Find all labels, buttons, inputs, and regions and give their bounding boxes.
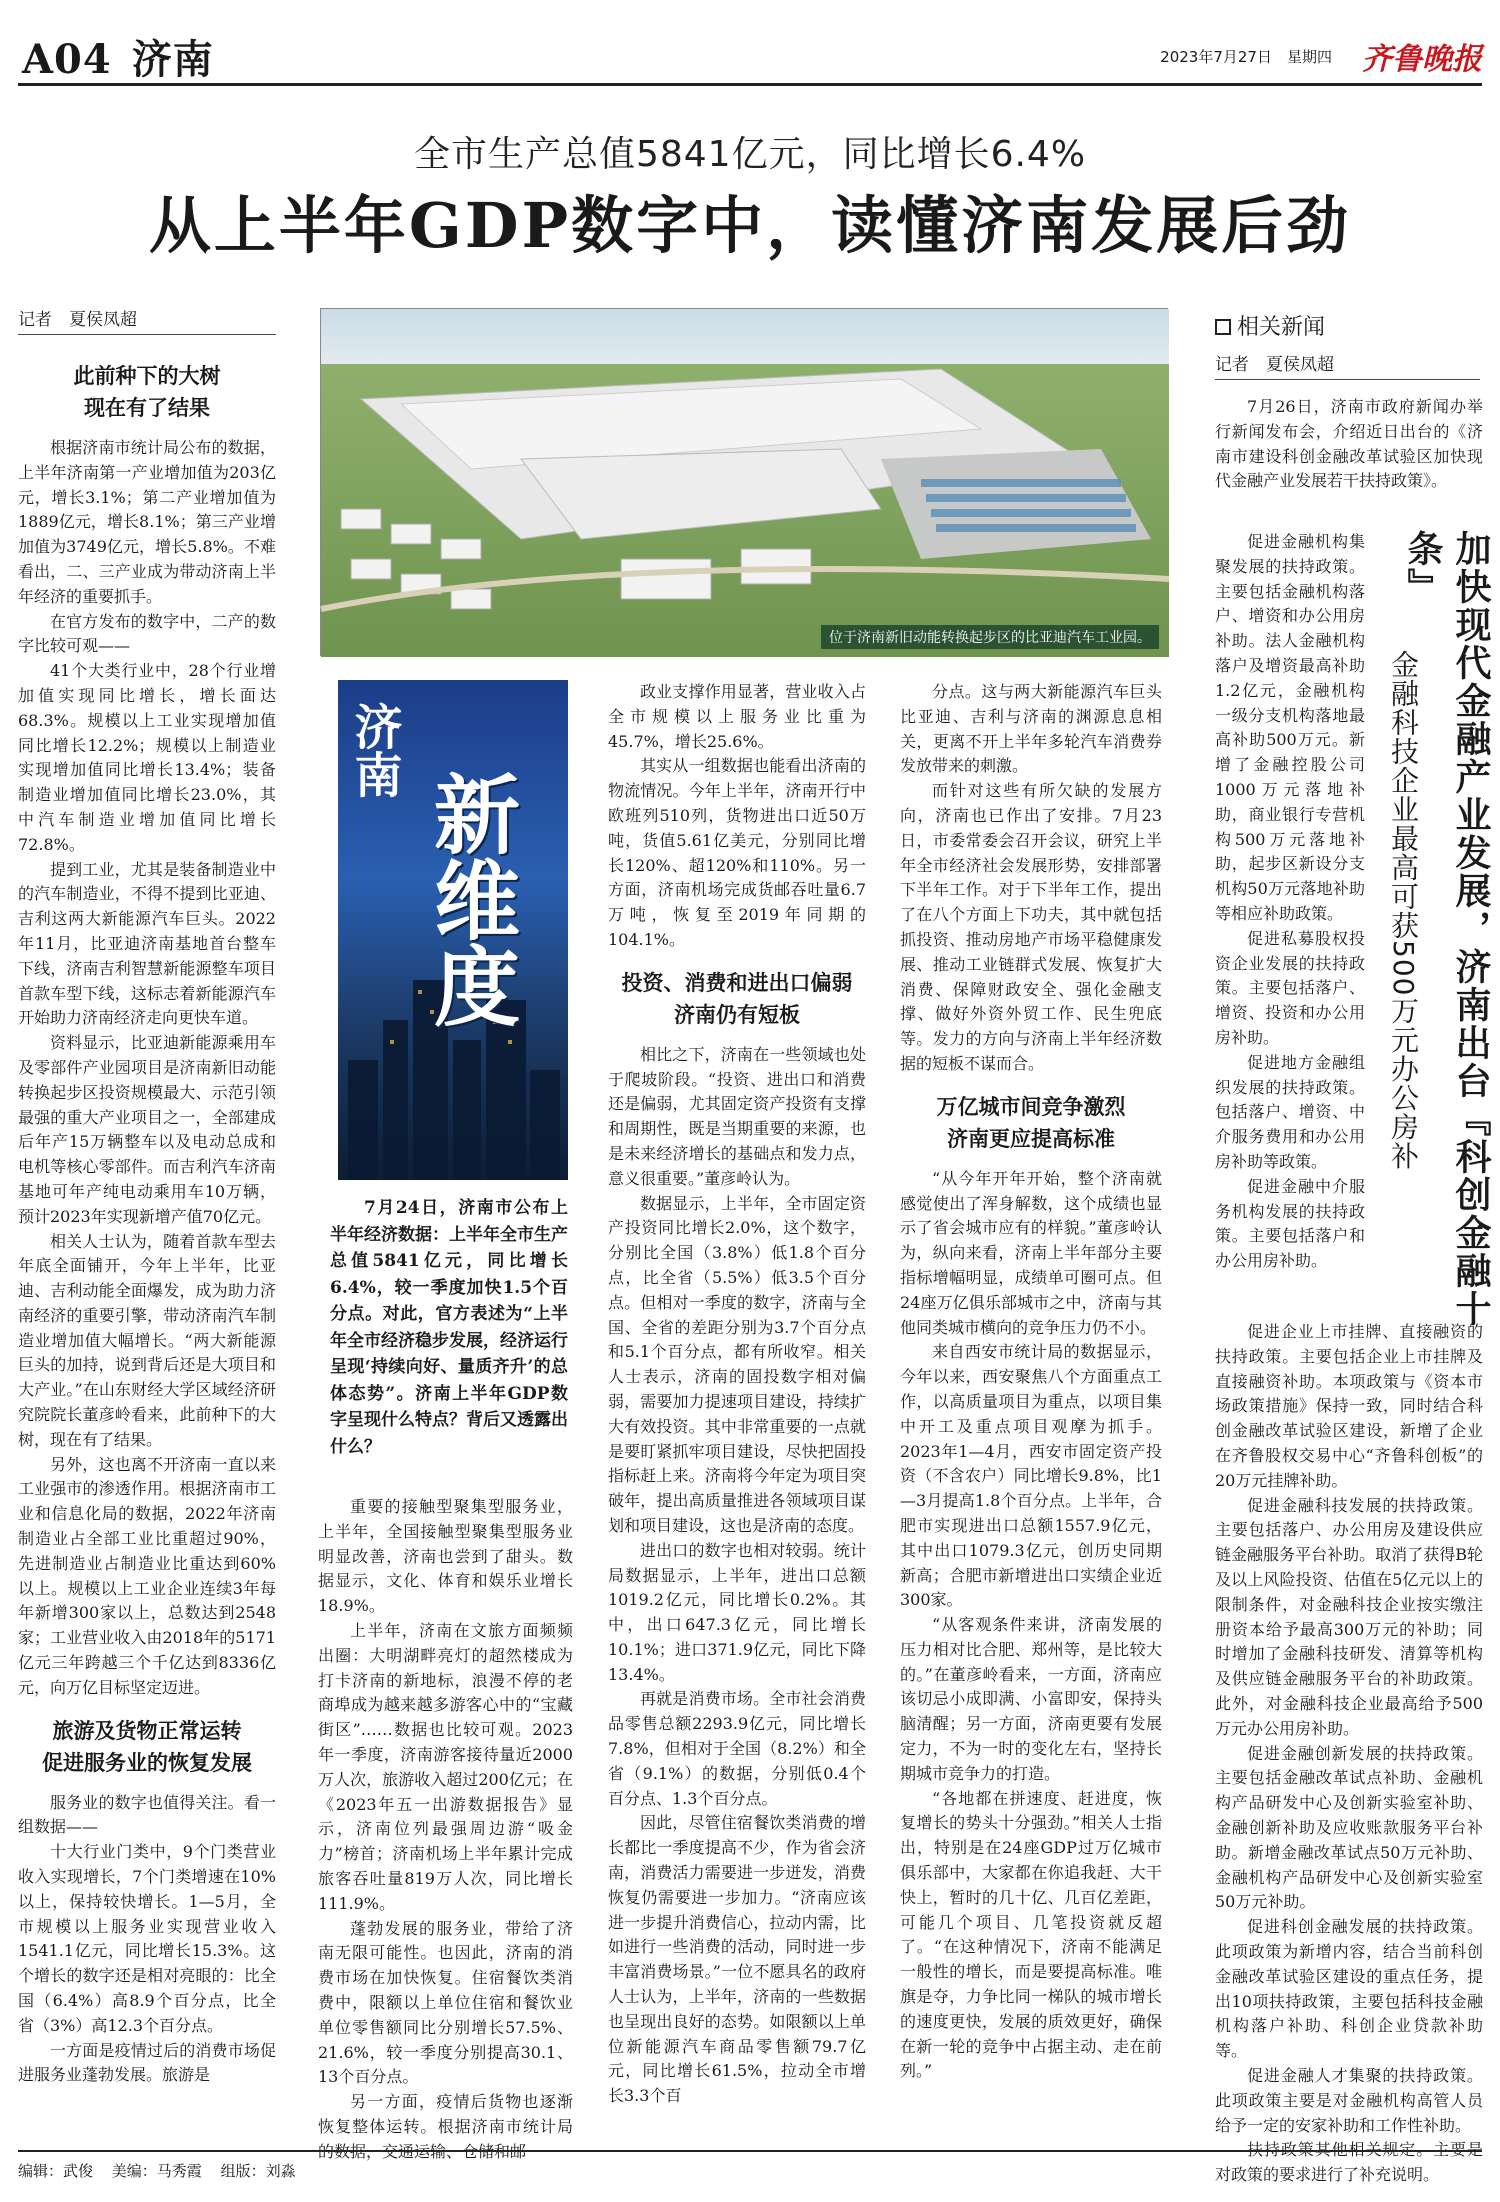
- paragraph: “各地都在拼速度、赶进度，恢复增长的势头十分强劲。”相关人士指出，特别是在24座GDP过万亿城市俱乐部中，大家都在你追我赶、大干快上，暂时的几十亿、几百亿差距，可能几个项目、几笔投资就反超了。“在这种情况下，济南不能满足一般性的增长，而是要提高标准。唯旗是夺，力争比同一梯队的城市增长的速度更快，发展的质效更好，确保在新一轮的竞争中占据主动、走在前列。”: [900, 1788, 1162, 2081]
- subhead: 投资、消费和进出口偏弱 济南仍有短板: [621, 969, 853, 1027]
- column-4: [900, 680, 1162, 2135]
- sidebar-byline: 记者 夏侯凤超: [1215, 350, 1480, 380]
- paragraph: 7月26日，济南市政府新闻办举行新闻发布会，介绍近日出台的《济南市建设科创金融改革试验区加快现代金融产业发展若干扶持政策》。: [1215, 397, 1483, 491]
- paragraph: 蓬勃发展的服务业，带给了济南无限可能性。也因此，济南的消费市场在加快恢复。住宿餐饮类消费中，限额以上单位住宿和餐饮业单位零售额同比分别增长57.5%、21.6%，较一季度分别提高30.1、13个百分点。: [318, 1918, 573, 2087]
- byline: 记者 夏侯凤超: [18, 305, 276, 335]
- column-1: [18, 360, 276, 2130]
- page-header: [18, 20, 1482, 86]
- related-news-label: 相关新闻: [1215, 310, 1325, 341]
- art-credit: 美编：马秀霞: [111, 2162, 202, 2180]
- paragraph: 十大行业门类中，9个门类营业收入实现增长，7个门类增速在10%以上，保持较快增长。1—5月，全市规模以上服务业实现营业收入1541.1亿元，同比增长15.3%。这个增长的数字还是相对亮眼的：比全国（6.4%）高8.9个百分点，比全省（3%）高12.3个百分点。: [18, 1842, 276, 2035]
- paragraph: 促进科创金融发展的扶持政策。此项政策为新增内容，结合当前科创金融改革试验区建设的重点任务，提出10项扶持政策，主要包括科技金融机构落户补助、科创企业贷款补助等。: [1215, 1917, 1483, 2061]
- paragraph: 来自西安市统计局的数据显示，今年以来，西安聚焦八个方面重点工作，以高质量项目为重点，以项目集中开工及重点项目观摩为抓手。2023年1—4月，西安市固定资产投资（不含农户）同比增长9.8%，比1—3月提高1.8个百分点。上半年，合肥市实现进出口总额1557.9亿元，其中出口1079.3亿元，创历史同期新高；合肥市新增进出口实绩企业近300家。: [900, 1342, 1162, 1610]
- paragraph: 重要的接触型聚集型服务业，上半年，全国接触型聚集型服务业明显改善，济南也尝到了甜头。数据显示，文化、体育和娱乐业增长18.9%。: [318, 1497, 573, 1616]
- paragraph: 服务业的数字也值得关注。看一组数据——: [18, 1792, 276, 1837]
- paragraph: “从今年开年开始，整个济南就感觉使出了浑身解数，这个成绩也显示了省会城市应有的样貌。”董彦岭认为，纵向来看，济南上半年部分主要指标增幅明显，成绩单可圈可点。但24座万亿俱乐部城市之中，济南与其他同类城市横向的竞争压力仍不小。: [900, 1168, 1162, 1337]
- sidebar-intro: [1215, 395, 1483, 530]
- photo-caption: 位于济南新旧动能转换起步区的比亚迪汽车工业园。: [821, 625, 1159, 649]
- paragraph: 一方面是疫情过后的消费市场促进服务业蓬勃发展。旅游是: [18, 2040, 276, 2085]
- paragraph: 促进地方金融组织发展的扶持政策。包括落户、增资、中介服务费用和办公用房补助等政策。: [1215, 1052, 1365, 1171]
- paragraph: 再就是消费市场。全市社会消费品零售总额2293.9亿元，同比增长7.8%，但相对于全国（8.2%）和全省（9.1%）的数据，分别低0.4个百分点、1.3个百分点。: [608, 1689, 866, 1808]
- article-lead: 7月24日，济南市公布上半年经济数据：上半年全市生产总值5841亿元，同比增长6.4%，较一季度加快1.5个百分点。对此，官方表述为“上半年全市经济稳步发展，经济运行呈现‘持续向好、量质齐升’的总体态势”。济南上半年GDP数字呈现什么特点？背后又透露出什么？: [330, 1198, 568, 1457]
- paragraph: 在官方发布的数字中，二产的数字比较可观——: [18, 611, 276, 656]
- column-3: [608, 680, 866, 2135]
- layout-credit: 组版：刘淼: [220, 2162, 296, 2180]
- column-2: [318, 1495, 573, 2161]
- paragraph: 促进企业上市挂牌、直接融资的扶持政策。主要包括企业上市挂牌及直接融资补助。本项政策与《资本市场政策措施》保持一致，同时结合科创金融改革试验区建设，新增了企业在齐鲁股权交易中心“齐鲁科创板”的20万元挂牌补助。: [1215, 1322, 1483, 1490]
- section-name: 济南: [131, 36, 214, 83]
- industrial-park-photo: [320, 308, 1168, 656]
- paragraph: 另一方面，疫情后货物也逐渐恢复整体运转。根据济南市统计局的数据，交通运输、仓储和邮: [318, 2092, 573, 2161]
- page-footer: [18, 2150, 1482, 2181]
- sidebar-subheadline: 金融科技企业最高可获500万元办公房补: [1387, 650, 1420, 1171]
- sidebar-narrow-column: [1215, 530, 1365, 1310]
- promo-title-small: 济南: [346, 702, 402, 798]
- paragraph: “从客观条件来讲，济南发展的压力相对比合肥、郑州等，是比较大的。”在董彦岭看来，一方面，济南应该切忌小成即满、小富即安，保持头脑清醒；另一方面，济南更要有发展定力，不为一时的变化左右，坚持长期城市竞争力的打造。: [900, 1615, 1162, 1783]
- paragraph: 上半年，济南在文旅方面频频出圈：大明湖畔亮灯的超然楼成为打卡济南的新地标，浪漫不停的老商埠成为越来越多游客心中的“宝藏街区”……数据也比较可观。2023年一季度，济南游客接待量近2000万人次，旅游收入超过200亿元；在《2023年五一出游数据报告》显示，济南位列最强周边游“吸金力”榜首；济南机场上半年累计完成旅客吞吐量819万人次，同比增长111.9%。: [318, 1620, 573, 1913]
- newspaper-logo: 齐鲁晚报: [1362, 42, 1482, 77]
- paragraph: 另外，这也离不开济南一直以来工业强市的渗透作用。根据济南市工业和信息化局的数据，2022年济南制造业占全部工业比重超过90%，先进制造业占制造业比重达到60%以上。规模以上工业企业连续3年每年新增300家以上，总数达到2548家；工业营业收入由2018年的5171亿元三年跨越三个千亿达到8336亿元，向万亿目标坚定迈进。: [18, 1454, 276, 1697]
- paragraph: 其实从一组数据也能看出济南的物流情况。今年上半年，济南开行中欧班列510列，货物进出口近50万吨，货值5.61亿美元，分别同比增长120%、超120%和110%。另一方面，济南机场完成货邮吞吐量6.7万吨，恢复至2019年同期的104.1%。: [608, 756, 866, 949]
- paragraph: 相比之下，济南在一些领域也处于爬坡阶段。“投资、进出口和消费还是偏弱，尤其固定资产投资有支撑和周期性，既是当期重要的来源，也是未来经济增长的基础点和发力点，意义很重要。”董彦岭认为。: [608, 1044, 866, 1188]
- paragraph: 促进金融创新发展的扶持政策。主要包括金融改革试点补助、金融机构产品研发中心及创新实验室补助、金融创新补助及应收账款服务平台补助。新增金融改革试点50万元补助、金融机构产品研发中心及创新实验室50万元补助。: [1215, 1743, 1483, 1912]
- paragraph: 扶持政策其他相关规定。主要是对政策的要求进行了补充说明。: [1215, 2140, 1483, 2185]
- promo-title-large: 新维度: [419, 770, 520, 1028]
- paragraph: 数据显示，上半年，全市固定资产投资同比增长2.0%，这个数字，分别比全国（3.8%）低1.8个百分点，比全省（5.5%）低3.5个百分点。但相对一季度的数字，济南与全国、全省的差距分别为3.7个百分点和5.1个百分点，都有所收窄。相关人士表示，济南的固投数字相对偏弱，需要加力提速项目建设，持续扩大有效投资。其中非常重要的一点就是要盯紧抓牢项目建设，尽快把固投指标赶上来。济南将今年定为项目突破年，提出高质量推进各领域项目谋划和项目建设，这也是济南的态度。: [608, 1193, 866, 1535]
- page-number: A04 济南: [22, 36, 214, 83]
- issue-date: 2023年7月27日 星期四: [1160, 48, 1332, 66]
- subhead: 此前种下的大树 现在有了结果: [73, 363, 221, 420]
- paragraph: 41个大类行业中，28个行业增加值实现同比增长，增长面达68.3%。规模以上工业实现增加值同比增长12.2%；规模以上制造业实现增加值同比增长13.4%；装备制造业增加值同比增长23.0%，其中汽车制造业增加值同比增长72.8%。: [18, 661, 276, 854]
- paragraph: 根据济南市统计局公布的数据，上半年济南第一产业增加值为203亿元，增长3.1%；第二产业增加值为1889亿元，增长8.1%；第三产业增加值为3749亿元，增长5.8%。不难看出，二、三产业成为带动济南上半年经济的重要抓手。: [18, 438, 276, 606]
- editor-credit: 编辑：武俊: [18, 2162, 94, 2180]
- headline: 从上半年GDP数字中，读懂济南发展后劲: [148, 189, 1352, 262]
- paragraph: 资料显示，比亚迪新能源乘用车及零部件产业园项目是济南新旧动能转换起步区投资规模最大、示范引领最强的重大产业项目之一，全部建成后年产15万辆整车以及电动总成和电机等核心零部件。而吉利汽车济南基地可年产纯电动乘用车10万辆，预计2023年实现新增产值70亿元。: [18, 1033, 276, 1226]
- paragraph: 促进金融科技发展的扶持政策。主要包括落户、办公用房及建设供应链金融服务平台补助。取消了获得B轮及以上风险投资、估值在5亿元以上的限制条件，对金融科技企业按实缴注册资本给予最高300万元的补助；同时增加了金融科技研发、清算等机构及供应链金融服务平台的补助政策。此外，对金融科技企业最高给予500万元办公用房补助。: [1215, 1495, 1483, 1738]
- jinan-new-dimension-graphic: [338, 680, 568, 1180]
- paragraph: 因此，尽管住宿餐饮类消费的增长都比一季度提高不少，作为省会济南，消费活力需要进一步迸发，消费恢复仍需要进一步加力。“济南应该进一步提升消费信心，拉动内需，比如进行一些消费的活动，同时进一步丰富消费场景。”一位不愿具名的政府人士认为，上半年，济南的一些数据也呈现出良好的态势。如限额以上单位新能源汽车商品零售额79.7亿元，同比增长61.5%，拉动全市增长3.3个百: [608, 1813, 866, 2106]
- paragraph: 而针对这些有所欠缺的发展方向，济南也已作出了安排。7月23日，市委常委会召开会议，研究上半年全市经济社会发展形势，安排部署下半年工作。对于下半年工作，提出了在八个方面上下功夫，其中就包括抓投资、推动房地产市场平稳健康发展、推动工业链群式发展、恢复扩大消费、保障财政安全、强化金融支撑、做好外资外贸工作、民生兜底等。发力的方向与济南上半年经济数据的短板不谋而合。: [900, 781, 1162, 1073]
- paragraph: 促进金融中介服务机构发展的扶持政策。主要包括落户和办公用房补助。: [1215, 1176, 1365, 1271]
- sidebar-headline: 加快现代金融产业发展，济南出台『科创金融十条』: [1402, 530, 1492, 1328]
- paragraph: 政业支撑作用显著，营业收入占全市规模以上服务业比重为45.7%，增长25.6%。: [608, 682, 866, 751]
- sidebar-wide-column: [1215, 1320, 1483, 2185]
- box-icon: [1215, 319, 1231, 335]
- kicker: 全市生产总值5841亿元，同比增长6.4%: [413, 134, 1087, 175]
- paragraph: 促进金融机构集聚发展的扶持政策。主要包括金融机构落户、增资和办公用房补助。法人金融机构落户及增资最高补助1.2亿元，金融机构一级分支机构落地最高补助500万元。新增了金融控股公司1000万元落地补助，商业银行专营机构500万元落地补助，起步区新设分支机构50万元落地补助等相应补助政策。: [1215, 532, 1365, 923]
- paragraph: 促进金融人才集聚的扶持政策。此项政策主要是对金融机构高管人员给予一定的安家补助和工作性补助。: [1215, 2065, 1483, 2135]
- paragraph: 提到工业，尤其是装备制造业中的汽车制造业，不得不提到比亚迪、吉利这两大新能源汽车巨头。2022年11月，比亚迪济南基地首台整车下线，济南吉利智慧新能源整车项目首款车型下线，这标志着新能源汽车开始助力济南经济走向更快车道。: [18, 859, 276, 1028]
- paragraph: 分点。这与两大新能源汽车巨头比亚迪、吉利与济南的渊源息息相关，更离不开上半年多轮汽车消费券发放带来的刺激。: [900, 682, 1162, 776]
- paragraph: 相关人士认为，随着首款车型去年底全面铺开，今年上半年，比亚迪、吉利动能全面爆发，成为助力济南经济的重要引擎，带动济南汽车制造业增加值大幅增长。“两大新能源巨头的加持，说到背后还是大项目和大产业。”在山东财经大学区域经济研究院院长董彦岭看来，此前种下的大树，现在有了结果。: [18, 1231, 276, 1449]
- subhead: 万亿城市间竞争激烈 济南更应提高标准: [936, 1093, 1126, 1151]
- paragraph: 进出口的数字也相对较弱。统计局数据显示，上半年，进出口总额1019.2亿元，同比增长0.2%。其中，出口647.3亿元，同比增长10.1%；进口371.9亿元，同比下降13.4%。: [608, 1540, 866, 1684]
- aerial-photo-illustration: [321, 309, 1169, 657]
- paragraph: 促进私募股权投资企业发展的扶持政策。主要包括落户、增资、投资和办公用房补助。: [1215, 928, 1365, 1047]
- subhead: 旅游及货物正常运转 促进服务业的恢复发展: [42, 1717, 252, 1775]
